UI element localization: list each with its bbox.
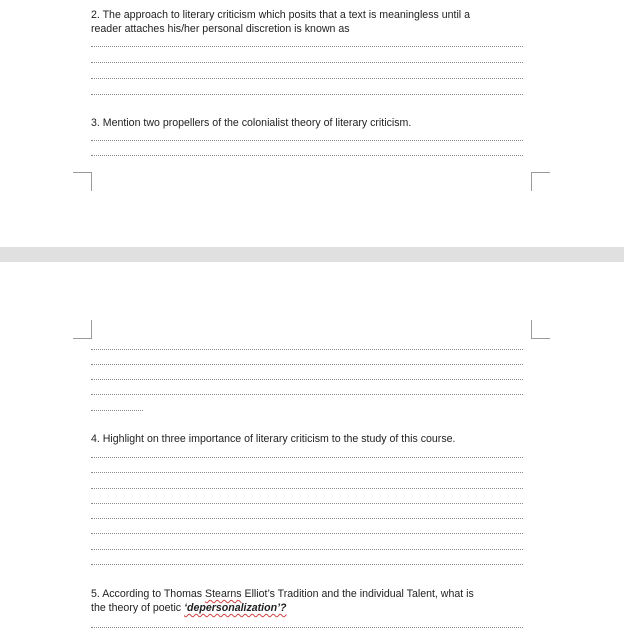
answer-line[interactable] xyxy=(91,472,523,473)
answer-line[interactable] xyxy=(91,78,523,79)
question-4: 4. Highlight on three importance of literary criticism to the study of this course. xyxy=(91,433,456,445)
answer-line[interactable] xyxy=(91,94,523,95)
document-page-2 xyxy=(0,262,624,640)
question-5-line-2 xyxy=(91,601,531,615)
document-page-1 xyxy=(0,0,624,247)
answer-line[interactable] xyxy=(91,379,523,380)
margin-corner-mark xyxy=(73,320,92,339)
answer-line[interactable] xyxy=(91,518,523,519)
margin-corner-mark xyxy=(73,172,92,191)
answer-line[interactable] xyxy=(91,155,523,156)
question-2 xyxy=(91,8,531,36)
answer-line[interactable] xyxy=(91,564,523,565)
answer-line[interactable] xyxy=(91,349,523,350)
question-5-text: 5. According to Thomas xyxy=(91,588,206,600)
answer-line[interactable] xyxy=(91,503,523,504)
question-2-line-1: 2. The approach to literary criticism which posits that a text is meaningless until a xyxy=(91,9,470,21)
answer-line[interactable] xyxy=(91,627,523,628)
spellcheck-flagged-word[interactable]: Stearns xyxy=(205,588,242,600)
answer-line[interactable] xyxy=(91,549,523,550)
answer-line[interactable] xyxy=(91,46,523,47)
question-5 xyxy=(91,587,531,615)
answer-line[interactable] xyxy=(91,394,523,395)
question-5-line-1 xyxy=(91,587,531,601)
question-5-text: Elliot’s Tradition and the individual Talent, what is xyxy=(241,588,474,600)
emphasized-term[interactable]: ‘depersonalization’? xyxy=(184,602,287,614)
margin-corner-mark xyxy=(531,320,550,339)
answer-line[interactable] xyxy=(91,364,523,365)
page-separator xyxy=(0,247,624,262)
question-3: 3. Mention two propellers of the colonialist theory of literary criticism. xyxy=(91,117,412,129)
question-5-text: the theory of poetic xyxy=(91,602,185,614)
question-2-line-2: reader attaches his/her personal discretion is known as xyxy=(91,23,350,35)
margin-corner-mark xyxy=(531,172,550,191)
answer-line[interactable] xyxy=(91,62,523,63)
answer-line[interactable] xyxy=(91,533,523,534)
answer-line[interactable] xyxy=(91,457,523,458)
answer-line[interactable] xyxy=(91,488,523,489)
answer-line[interactable] xyxy=(91,140,523,141)
answer-line[interactable] xyxy=(91,410,143,411)
